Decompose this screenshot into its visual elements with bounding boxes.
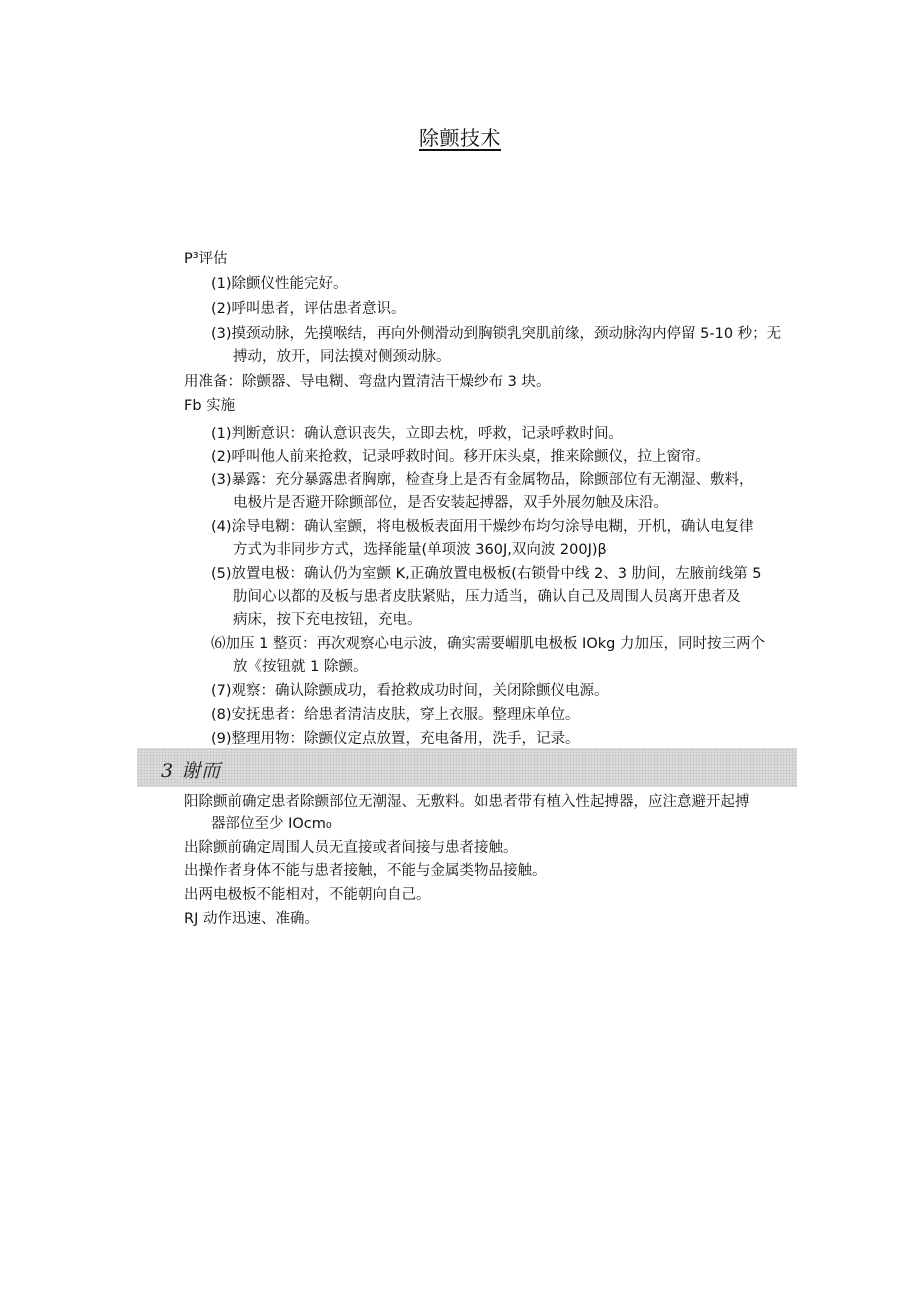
implementation-item: (2)呼叫他人前来抢救，记录呼救时间。移开床头桌，推来除颤仪，拉上窗帘。 (211, 449, 711, 465)
section-band-precautions (137, 748, 797, 787)
page-title: 除颤技术 (419, 126, 501, 150)
implementation-item-continuation: 病床，按下充电按钮，充电。 (233, 612, 422, 628)
precaution-item: RJ 动作迅速、准确。 (184, 911, 319, 927)
precaution-item: 出操作者身体不能与患者接触，不能与金属类物品接触。 (184, 863, 547, 879)
implementation-item: (1)判断意识：确认意识丧失，立即去枕，呼救，记录呼救时间。 (211, 426, 624, 442)
implementation-item: (8)安抚患者：给患者清洁皮肤，穿上衣服。整理床单位。 (211, 707, 580, 723)
implementation-item: (5)放置电极：确认仍为室颤 K,正确放置电极板(右锁骨中线 2、3 肋间，左腋前线第 5 (211, 566, 762, 582)
assessment-item-continuation: 搏动，放开，同法摸对侧颈动脉。 (233, 349, 451, 365)
implementation-item: (7)观察：确认除颤成功，看抢救成功时间，关闭除颤仪电源。 (211, 683, 609, 699)
implementation-item: (4)涂导电糊：确认室颤，将电极板表面用干燥纱布均匀涂导电糊，开机，确认电复律 (211, 519, 754, 535)
implementation-item-continuation: 放《按钮就 1 除颤。 (233, 659, 368, 675)
precaution-item-continuation: 器部位至少 IOcm₀ (211, 816, 332, 832)
implementation-item-continuation: 方式为非同步方式，选择能量(单项波 360J,双向波 200J)β (233, 542, 607, 558)
implementation-item: (9)整理用物：除颤仪定点放置，充电备用，洗手，记录。 (211, 731, 580, 747)
precaution-item: 出两电极板不能相对，不能朝向自己。 (184, 887, 431, 903)
section-preparation: 用准备：除颤器、导电糊、弯盘内置清洁干燥纱布 3 块。 (184, 374, 551, 390)
implementation-item-continuation: 肋间心以都的及板与患者皮肤紧贴，压力适当，确认自己及周围人员离开患者及 (233, 589, 741, 605)
implementation-item: ⑹加压 1 整页：再次观察心电示波，确实需要嵋肌电极板 IOkg 力加压，同时按三两个 (211, 636, 765, 652)
precaution-item: 出除颤前确定周围人员无直接或者间接与患者接触。 (184, 840, 518, 856)
section-heading-assessment: P³评估 (184, 251, 228, 267)
assessment-item: (3)摸颈动脉，先摸喉结，再向外侧滑动到胸锁乳突肌前缘，颈动脉沟内停留 5-10 秒；无 (211, 326, 782, 342)
section-heading-implementation: Fb 实施 (184, 398, 236, 414)
implementation-item: (3)暴露：充分暴露患者胸廓，检查身上是否有金属物品，除颤部位有无潮湿、敷料， (211, 472, 754, 488)
implementation-item-continuation: 电极片是否避开除颤部位，是否安装起搏器，双手外展勿触及床沿。 (233, 495, 668, 511)
assessment-item: (2)呼叫患者，评估患者意识。 (211, 301, 406, 317)
section-heading-precautions: 3 谢而 (161, 760, 222, 782)
assessment-item: (1)除颤仪性能完好。 (211, 276, 348, 292)
precaution-item: 阳除颤前确定患者除颤部位无潮湿、无敷料。如患者带有植入性起搏器，应注意避开起搏 (184, 794, 750, 810)
